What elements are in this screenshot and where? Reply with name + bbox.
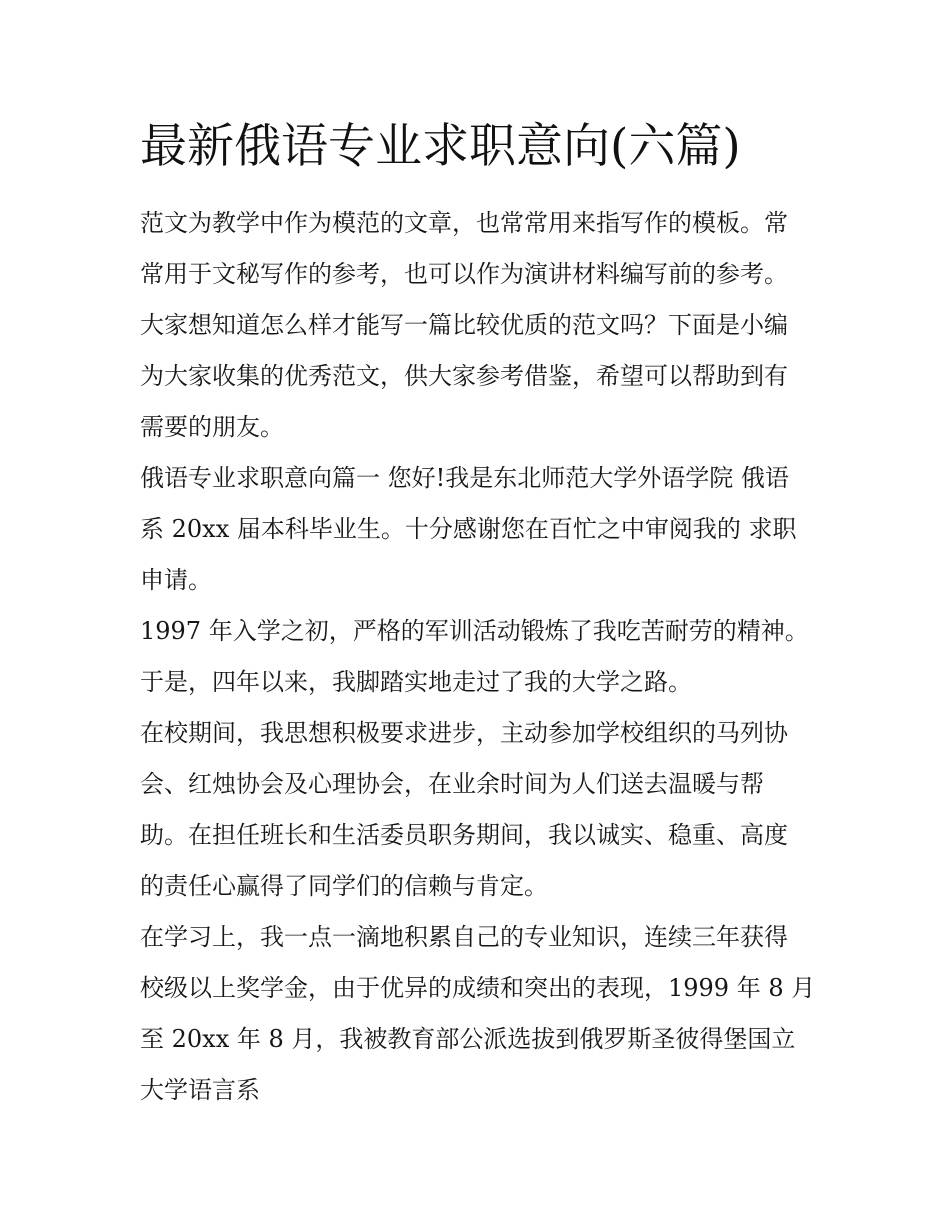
body-line: 大家想知道怎么样才能写一篇比较优质的范文吗？下面是小编 <box>140 311 788 339</box>
body-line: 至 20xx 年 8 月，我被教育部公派选拔到俄罗斯圣彼得堡国立 <box>140 1025 796 1053</box>
body-line: 需要的朋友。 <box>140 413 284 441</box>
body-line: 助。在担任班长和生活委员职务期间，我以诚实、稳重、高度 <box>140 821 788 849</box>
body-line: 在校期间，我思想积极要求进步，主动参加学校组织的马列协 <box>140 719 788 747</box>
body-line: 范文为教学中作为模范的文章，也常常用来指写作的模板。常 <box>140 209 788 237</box>
body-line: 会、红烛协会及心理协会，在业余时间为人们送去温暖与帮 <box>140 770 764 798</box>
body-line: 申请。 <box>140 566 212 594</box>
body-line: 系 20xx 届本科毕业生。十分感谢您在百忙之中审阅我的 求职 <box>140 515 797 543</box>
body-line: 于是，四年以来，我脚踏实地走过了我的大学之路。 <box>140 668 692 696</box>
body-line: 俄语专业求职意向篇一 您好!我是东北师范大学外语学院 俄语 <box>140 464 789 492</box>
body-line: 校级以上奖学金，由于优异的成绩和突出的表现，1999 年 8 月 <box>140 974 816 1002</box>
body-line: 常用于文秘写作的参考，也可以作为演讲材料编写前的参考。 <box>140 260 788 288</box>
body-line: 为大家收集的优秀范文，供大家参考借鉴，希望可以帮助到有 <box>140 362 788 390</box>
body-line: 的责任心赢得了同学们的信赖与肯定。 <box>140 872 548 900</box>
body-line: 大学语言系 <box>140 1076 260 1104</box>
body-line: 在学习上，我一点一滴地积累自己的专业知识，连续三年获得 <box>140 923 788 951</box>
document-title: 最新俄语专业求职意向(六篇) <box>140 119 741 174</box>
body-line: 1997 年入学之初，严格的军训活动锻炼了我吃苦耐劳的精神。 <box>140 617 809 645</box>
